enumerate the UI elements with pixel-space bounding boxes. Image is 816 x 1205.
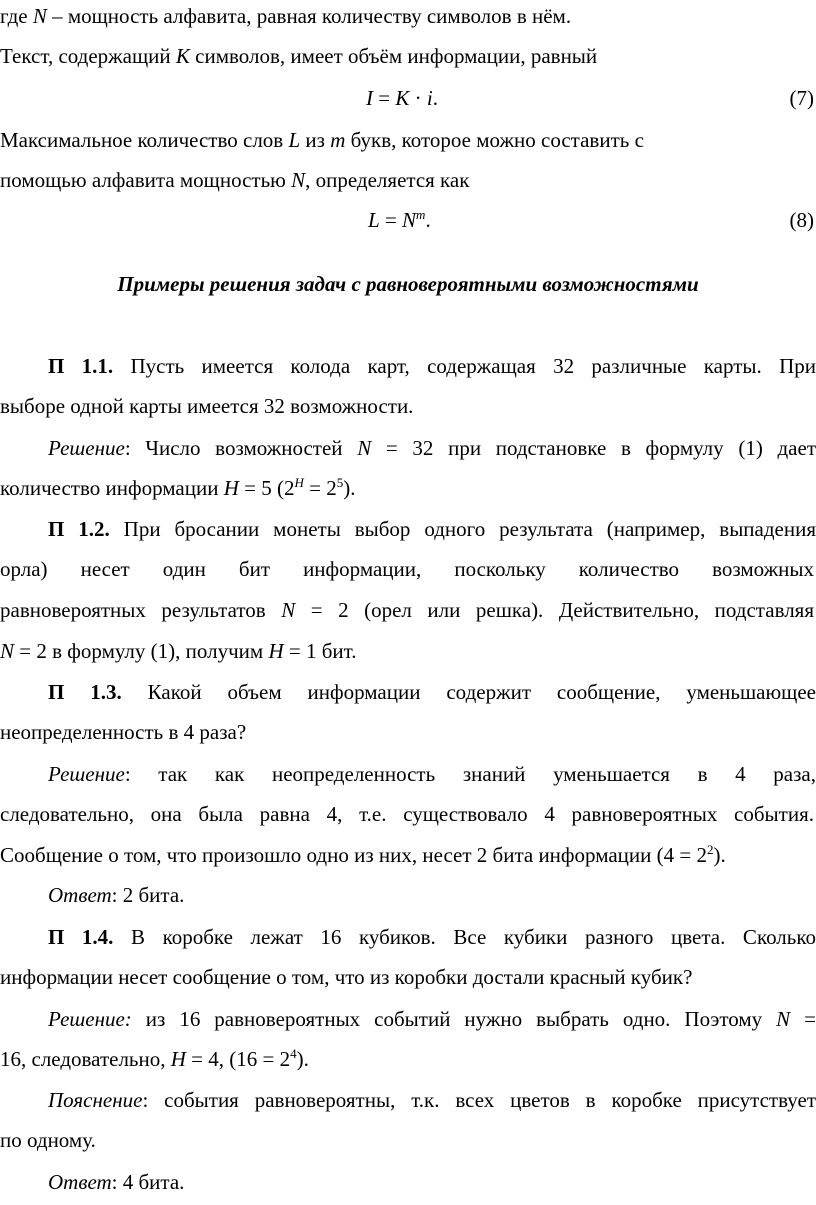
text: ). — [296, 1047, 309, 1071]
text: = 32 при подстановке в формулу (1) дает — [371, 436, 816, 460]
variable-n: N — [291, 168, 306, 192]
explanation-label: Пояснение — [48, 1088, 143, 1112]
text: = 5 (2 — [238, 476, 295, 500]
p13-answer — [0, 882, 816, 908]
problem-label: П 1.1. — [48, 354, 114, 378]
formula-var: i — [426, 86, 433, 110]
variable-m: m — [330, 128, 346, 152]
text: = 1 бит. — [283, 639, 357, 663]
variable-h: H — [268, 639, 284, 663]
p12-line-4 — [0, 638, 814, 664]
equation-number-7: (7) — [789, 86, 814, 110]
problem-label: П 1.4. — [48, 925, 114, 949]
text: = 2 в формулу (1), получим — [14, 639, 269, 663]
text: = 4, (16 = 2 — [185, 1047, 291, 1071]
variable-n: N — [281, 598, 296, 622]
text: – мощность алфавита, равная количеству символов в нём. — [46, 4, 572, 28]
formula-7 — [366, 85, 438, 111]
text: : 2 бита. — [111, 883, 185, 907]
text: В коробке лежат 16 кубиков. Все кубики разного цвета. Сколько — [113, 925, 816, 949]
text: При бросании монеты выбор одного результата (например, выпадения — [109, 517, 816, 541]
text: ). — [343, 476, 356, 500]
formula-var: N — [402, 208, 417, 232]
p14-line-2: информации несет сообщение о том, что из коробки достали красный кубик? — [0, 965, 693, 989]
text: из 16 равновероятных событий нужно выбрать одно. Поэтому — [131, 1007, 777, 1031]
p11-solution-line-2 — [0, 475, 814, 501]
p12-line-2: орла) несет один бит информации, поскольку количество возможных — [0, 557, 814, 581]
formula-8 — [368, 207, 431, 233]
variable-h: H — [223, 476, 239, 500]
solution-label: Решение — [48, 436, 125, 460]
text: Пусть имеется колода карт, содержащая 32 различные карты. При — [113, 354, 816, 378]
text: Текст, содержащий — [0, 44, 176, 68]
p14-line-1 — [0, 924, 816, 950]
section-heading: Примеры решения задач с равновероятными возможностями — [117, 272, 699, 296]
text: помощью алфавита мощностью — [0, 168, 292, 192]
words-line-2 — [0, 167, 816, 193]
equation-number-8: (8) — [789, 208, 814, 232]
p11-line-2: выборе одной карты имеется 32 возможности. — [0, 394, 414, 418]
p12-line-1 — [0, 516, 816, 542]
exponent: 4 — [290, 1046, 297, 1061]
p13-line-1 — [0, 679, 816, 705]
text: количество информации — [0, 476, 224, 500]
variable-n: N — [0, 639, 15, 663]
text: символов, имеет объём информации, равный — [189, 44, 598, 68]
text: равновероятных результатов — [0, 598, 282, 622]
exponent: 5 — [336, 475, 344, 490]
p11-line-1 — [0, 353, 816, 379]
text: где — [0, 4, 33, 28]
p14-explanation-line-1 — [0, 1087, 816, 1113]
p14-explanation-line-2: по одному. — [0, 1128, 96, 1152]
formula-op: = — [379, 208, 403, 232]
p13-line-2: неопределенность в 4 раза? — [0, 720, 247, 744]
problem-label: П 1.2. — [48, 517, 110, 541]
words-line-1 — [0, 127, 816, 153]
formula-op: = — [373, 86, 396, 110]
text: букв, которое можно составить с — [345, 128, 644, 152]
variable-n: N — [776, 1007, 791, 1031]
text: : 4 бита. — [111, 1170, 185, 1194]
answer-label: Ответ — [48, 1170, 112, 1194]
p13-solution-line-3 — [0, 842, 814, 868]
variable-h: H — [170, 1047, 186, 1071]
text: Максимальное количество слов — [0, 128, 289, 152]
formula-op: . — [425, 208, 431, 232]
text: = 2 (орел или решка). Действительно, подставляя — [295, 598, 815, 622]
text: : Число возможностей — [124, 436, 358, 460]
answer-label: Ответ — [48, 883, 112, 907]
p12-line-3 — [0, 597, 814, 623]
variable-n: N — [32, 4, 47, 28]
formula-op: . — [432, 86, 438, 110]
variable-n: N — [357, 436, 372, 460]
text: 16, следовательно, — [0, 1047, 171, 1071]
problem-label: П 1.3. — [48, 680, 122, 704]
p14-solution-line-2 — [0, 1046, 814, 1072]
exponent: H — [294, 475, 304, 490]
text: Сообщение о том, что произошло одно из них, несет 2 бита информации (4 = 2 — [0, 843, 707, 867]
text: Какой объем информации содержит сообщение, уменьшающее — [121, 680, 816, 704]
solution-label: Решение — [48, 762, 125, 786]
formula-op: · — [409, 86, 427, 110]
text: ). — [713, 843, 726, 867]
p14-solution-line-1 — [0, 1006, 816, 1032]
p11-solution-line-1 — [0, 435, 816, 461]
text: из — [300, 128, 331, 152]
text: : так как неопределенность знаний уменьшается в 4 раза, — [124, 762, 816, 786]
formula-var: L — [368, 208, 380, 232]
formula-exponent: m — [416, 207, 426, 222]
intro-line-2 — [0, 43, 816, 69]
p13-solution-line-2: следовательно, она была равна 4, т.е. существовало 4 равновероятных события. — [0, 802, 814, 826]
text: : события равновероятны, т.к. всех цветов в коробке присутствует — [142, 1088, 816, 1112]
formula-var: K — [395, 86, 410, 110]
formula-var: I — [366, 86, 373, 110]
text: = — [790, 1007, 816, 1031]
intro-line-1 — [0, 3, 816, 29]
exponent: 2 — [706, 842, 714, 857]
p13-solution-line-1 — [0, 761, 816, 787]
text: = 2 — [303, 476, 337, 500]
variable-l: L — [288, 128, 301, 152]
text: , определяется как — [305, 168, 470, 192]
p14-answer — [0, 1169, 816, 1195]
variable-k: K — [175, 44, 190, 68]
solution-label: Решение: — [48, 1007, 132, 1031]
